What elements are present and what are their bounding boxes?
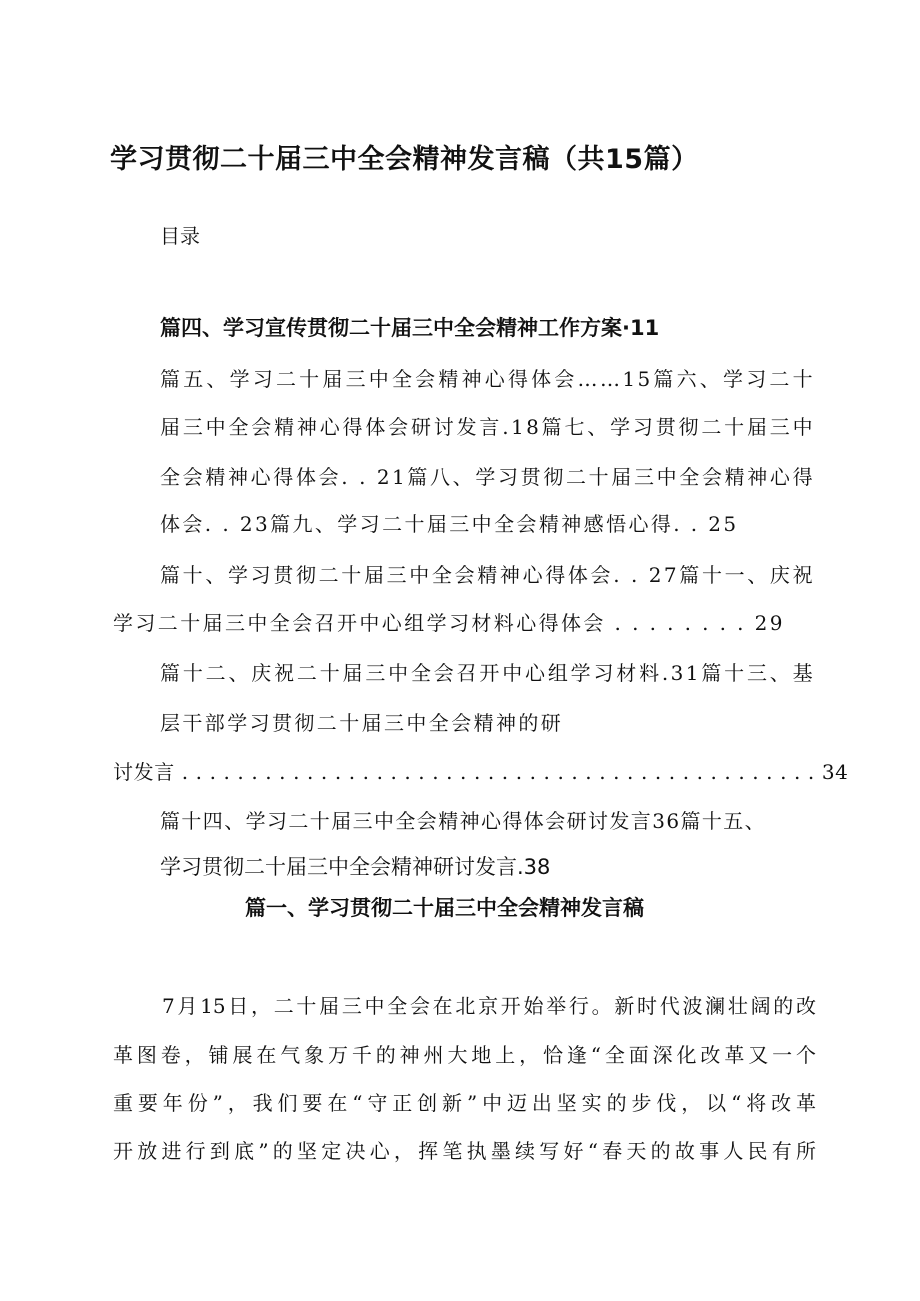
toc-line: 篇十四、学习二十届三中全会精神心得体会研讨发言36篇十五、 bbox=[160, 809, 767, 833]
body-line: 革图卷，铺展在气象万千的神州大地上，恰逢“全面深化改革又一个 bbox=[113, 1043, 816, 1067]
toc-line: 学习二十届三中全会召开中心组学习材料心得体会 . . . . . . . . 29 bbox=[113, 611, 785, 635]
toc-line: 篇五、学习二十届三中全会精神心得体会……15篇六、学习二十 bbox=[160, 367, 815, 391]
body-line: 7月15日，二十届三中全会在北京开始举行。新时代波澜壮阔的改 bbox=[162, 994, 816, 1018]
toc-line: 篇四、学习宣传贯彻二十届三中全会精神工作方案·11 bbox=[160, 316, 660, 340]
toc-line: 讨发言 . . . . . . . . . . . . . . . . . . . . . . . . . . . . . . . . . . . . . . . . . . . . . . 34 bbox=[113, 760, 849, 784]
toc-line: 篇十、学习贯彻二十届三中全会精神心得体会. . 27篇十一、庆祝 bbox=[160, 563, 815, 587]
toc-heading: 目录 bbox=[160, 224, 200, 248]
body-line: 重要年份”，我们要在“守正创新”中迈出坚实的步伐，以“将改革 bbox=[113, 1091, 816, 1115]
toc-line: 篇十二、庆祝二十届三中全会召开中心组学习材料.31篇十三、基 bbox=[160, 661, 815, 685]
toc-line: 全会精神心得体会. . 21篇八、学习贯彻二十届三中全会精神心得 bbox=[160, 465, 815, 489]
toc-line: 体会. . 23篇九、学习二十届三中全会精神感悟心得. . 25 bbox=[160, 512, 739, 536]
toc-line: 届三中全会精神心得体会研讨发言.18篇七、学习贯彻二十届三中 bbox=[160, 415, 815, 439]
section-heading: 篇一、学习贯彻二十届三中全会精神发言稿 bbox=[245, 896, 644, 920]
toc-line: 学习贯彻二十届三中全会精神研讨发言.38 bbox=[160, 855, 551, 879]
body-line: 开放进行到底”的坚定决心，挥笔执墨续写好“春天的故事人民有所 bbox=[113, 1139, 816, 1163]
toc-line: 层干部学习贯彻二十届三中全会精神的研 bbox=[160, 711, 564, 735]
document-title: 学习贯彻二十届三中全会精神发言稿（共15篇） bbox=[110, 144, 699, 175]
